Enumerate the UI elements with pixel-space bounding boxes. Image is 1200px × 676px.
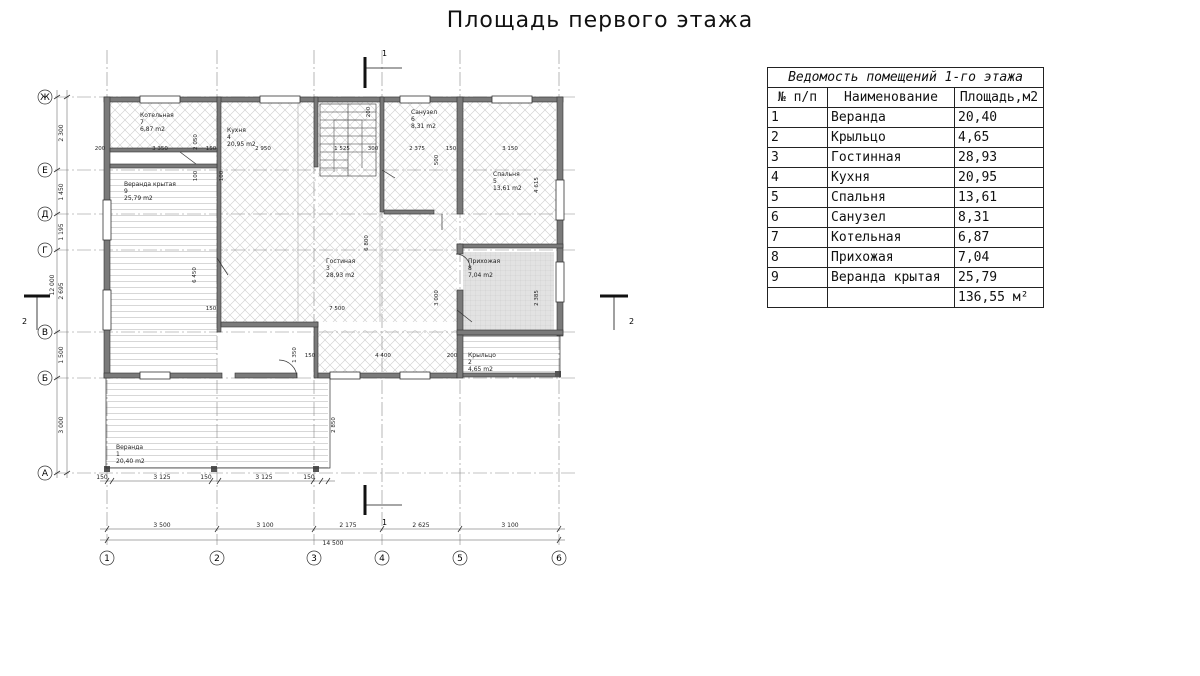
svg-text:Спальня: Спальня (493, 171, 520, 178)
svg-text:3 100: 3 100 (256, 522, 274, 529)
svg-text:2 850: 2 850 (331, 417, 337, 433)
svg-text:150: 150 (205, 146, 217, 152)
svg-text:2 300: 2 300 (58, 124, 65, 142)
section-mark-2-right (600, 296, 634, 330)
svg-text:2: 2 (629, 317, 635, 326)
svg-text:3 150: 3 150 (502, 146, 518, 152)
table-row: 4 Кухня 20,95 (768, 168, 1044, 188)
table-row: 6 Санузел 8,31 (768, 208, 1044, 228)
svg-text:4: 4 (379, 554, 385, 564)
table-caption: Ведомость помещений 1-го этажа (768, 68, 1044, 88)
svg-text:150: 150 (200, 474, 212, 481)
svg-text:Крыльцо: Крыльцо (468, 352, 496, 359)
svg-text:Б: Б (41, 374, 49, 384)
floor-corridor (318, 330, 457, 372)
svg-text:7 500: 7 500 (329, 306, 345, 312)
svg-text:Прихожая: Прихожая (468, 258, 501, 265)
svg-text:3 000: 3 000 (434, 290, 440, 306)
section-mark-1-bottom (365, 485, 402, 527)
svg-text:4 615: 4 615 (534, 177, 540, 193)
svg-text:1 450: 1 450 (58, 183, 65, 201)
svg-text:2 385: 2 385 (534, 290, 540, 306)
svg-text:2 050: 2 050 (193, 134, 199, 150)
bottom-dimensions (96, 474, 518, 547)
table-row: 7 Котельная 6,87 (768, 228, 1044, 248)
svg-text:28,93 m2: 28,93 m2 (326, 272, 355, 279)
svg-text:3 500: 3 500 (153, 522, 171, 529)
svg-text:20,95 m2: 20,95 m2 (227, 141, 256, 148)
table-total: 136,55 м² (955, 288, 1044, 308)
svg-text:2 175: 2 175 (339, 522, 357, 529)
svg-text:Санузел: Санузел (411, 109, 438, 116)
svg-text:2: 2 (22, 317, 28, 326)
floor-bathroom (384, 102, 457, 214)
floor-living-room-2 (318, 102, 382, 212)
svg-text:1 195: 1 195 (58, 223, 65, 241)
svg-text:А: А (41, 469, 49, 479)
svg-text:13,61 m2: 13,61 m2 (493, 185, 522, 192)
svg-text:3 100: 3 100 (501, 522, 519, 529)
svg-text:2: 2 (468, 359, 472, 366)
svg-text:2 950: 2 950 (255, 146, 271, 152)
section-mark-1-top (365, 49, 402, 88)
table-header-area: Площадь,м2 (955, 88, 1044, 108)
table-row: 9 Веранда крытая 25,79 (768, 268, 1044, 288)
svg-text:Г: Г (42, 246, 48, 256)
svg-text:100: 100 (219, 170, 225, 182)
svg-text:4: 4 (227, 134, 231, 141)
svg-text:7: 7 (140, 119, 144, 126)
svg-text:1 350: 1 350 (292, 347, 298, 363)
svg-text:3: 3 (326, 265, 330, 272)
floor-boiler-room (110, 102, 217, 148)
table-row: 2 Крыльцо 4,65 (768, 128, 1044, 148)
table-row: 1 Веранда 20,40 (768, 108, 1044, 128)
svg-text:6 450: 6 450 (192, 267, 198, 283)
svg-text:300: 300 (367, 146, 379, 152)
svg-text:25,79 m2: 25,79 m2 (124, 195, 153, 202)
svg-text:7,04 m2: 7,04 m2 (468, 272, 493, 279)
page-title: Площадь первого этажа (446, 8, 754, 33)
svg-text:3: 3 (311, 554, 317, 564)
svg-text:4,65 m2: 4,65 m2 (468, 366, 493, 373)
svg-text:3 350: 3 350 (152, 146, 168, 152)
svg-text:2 625: 2 625 (412, 522, 430, 529)
svg-text:Д: Д (41, 210, 49, 220)
svg-text:1 500: 1 500 (58, 346, 65, 364)
svg-text:200: 200 (366, 106, 372, 118)
table-total-row (768, 288, 1044, 308)
svg-text:3 125: 3 125 (255, 474, 273, 481)
svg-text:1: 1 (382, 518, 388, 527)
axis-markers-columns (100, 551, 566, 565)
svg-text:Гостиная: Гостиная (326, 258, 356, 265)
svg-text:150: 150 (96, 474, 108, 481)
svg-text:1: 1 (382, 49, 388, 58)
svg-text:6 800: 6 800 (364, 235, 370, 251)
svg-text:500: 500 (434, 154, 440, 166)
svg-text:Ж: Ж (40, 93, 50, 103)
room-schedule-table (767, 67, 1044, 308)
svg-text:3 125: 3 125 (153, 474, 171, 481)
svg-text:В: В (41, 328, 49, 338)
svg-text:150: 150 (304, 353, 316, 359)
svg-text:8,31 m2: 8,31 m2 (411, 123, 436, 130)
svg-text:8: 8 (468, 265, 472, 272)
svg-text:1: 1 (104, 554, 110, 564)
svg-text:20,40 m2: 20,40 m2 (116, 458, 145, 465)
svg-text:6,87 m2: 6,87 m2 (140, 126, 165, 133)
svg-text:150: 150 (205, 306, 217, 312)
floor-kitchen (221, 102, 316, 212)
svg-text:2 375: 2 375 (409, 146, 425, 152)
svg-text:2: 2 (214, 554, 220, 564)
svg-text:9: 9 (124, 188, 128, 195)
table-header-name: Наименование (828, 88, 955, 108)
svg-text:1: 1 (116, 451, 120, 458)
svg-text:3 000: 3 000 (58, 416, 65, 434)
svg-text:1 525: 1 525 (334, 146, 350, 152)
svg-text:150: 150 (445, 146, 457, 152)
svg-text:5: 5 (493, 178, 497, 185)
svg-text:200: 200 (94, 146, 106, 152)
svg-text:Котельная: Котельная (140, 112, 174, 119)
table-row: 3 Гостинная 28,93 (768, 148, 1044, 168)
svg-text:Кухня: Кухня (227, 127, 246, 134)
svg-text:Е: Е (42, 166, 48, 176)
svg-text:100: 100 (193, 170, 199, 182)
svg-text:200: 200 (446, 353, 458, 359)
svg-text:2 695: 2 695 (58, 282, 65, 300)
svg-text:150: 150 (303, 474, 315, 481)
svg-text:4 400: 4 400 (375, 353, 391, 359)
svg-text:Веранда: Веранда (116, 444, 144, 451)
svg-text:6: 6 (411, 116, 415, 123)
svg-text:14 500: 14 500 (322, 540, 344, 547)
svg-text:12 000: 12 000 (49, 274, 56, 296)
table-header-number: № п/п (768, 88, 828, 108)
svg-text:5: 5 (457, 554, 463, 564)
svg-text:Веранда крытая: Веранда крытая (124, 181, 176, 188)
table-row: 5 Спальня 13,61 (768, 188, 1044, 208)
table-row: 8 Прихожая 7,04 (768, 248, 1044, 268)
svg-text:6: 6 (556, 554, 562, 564)
